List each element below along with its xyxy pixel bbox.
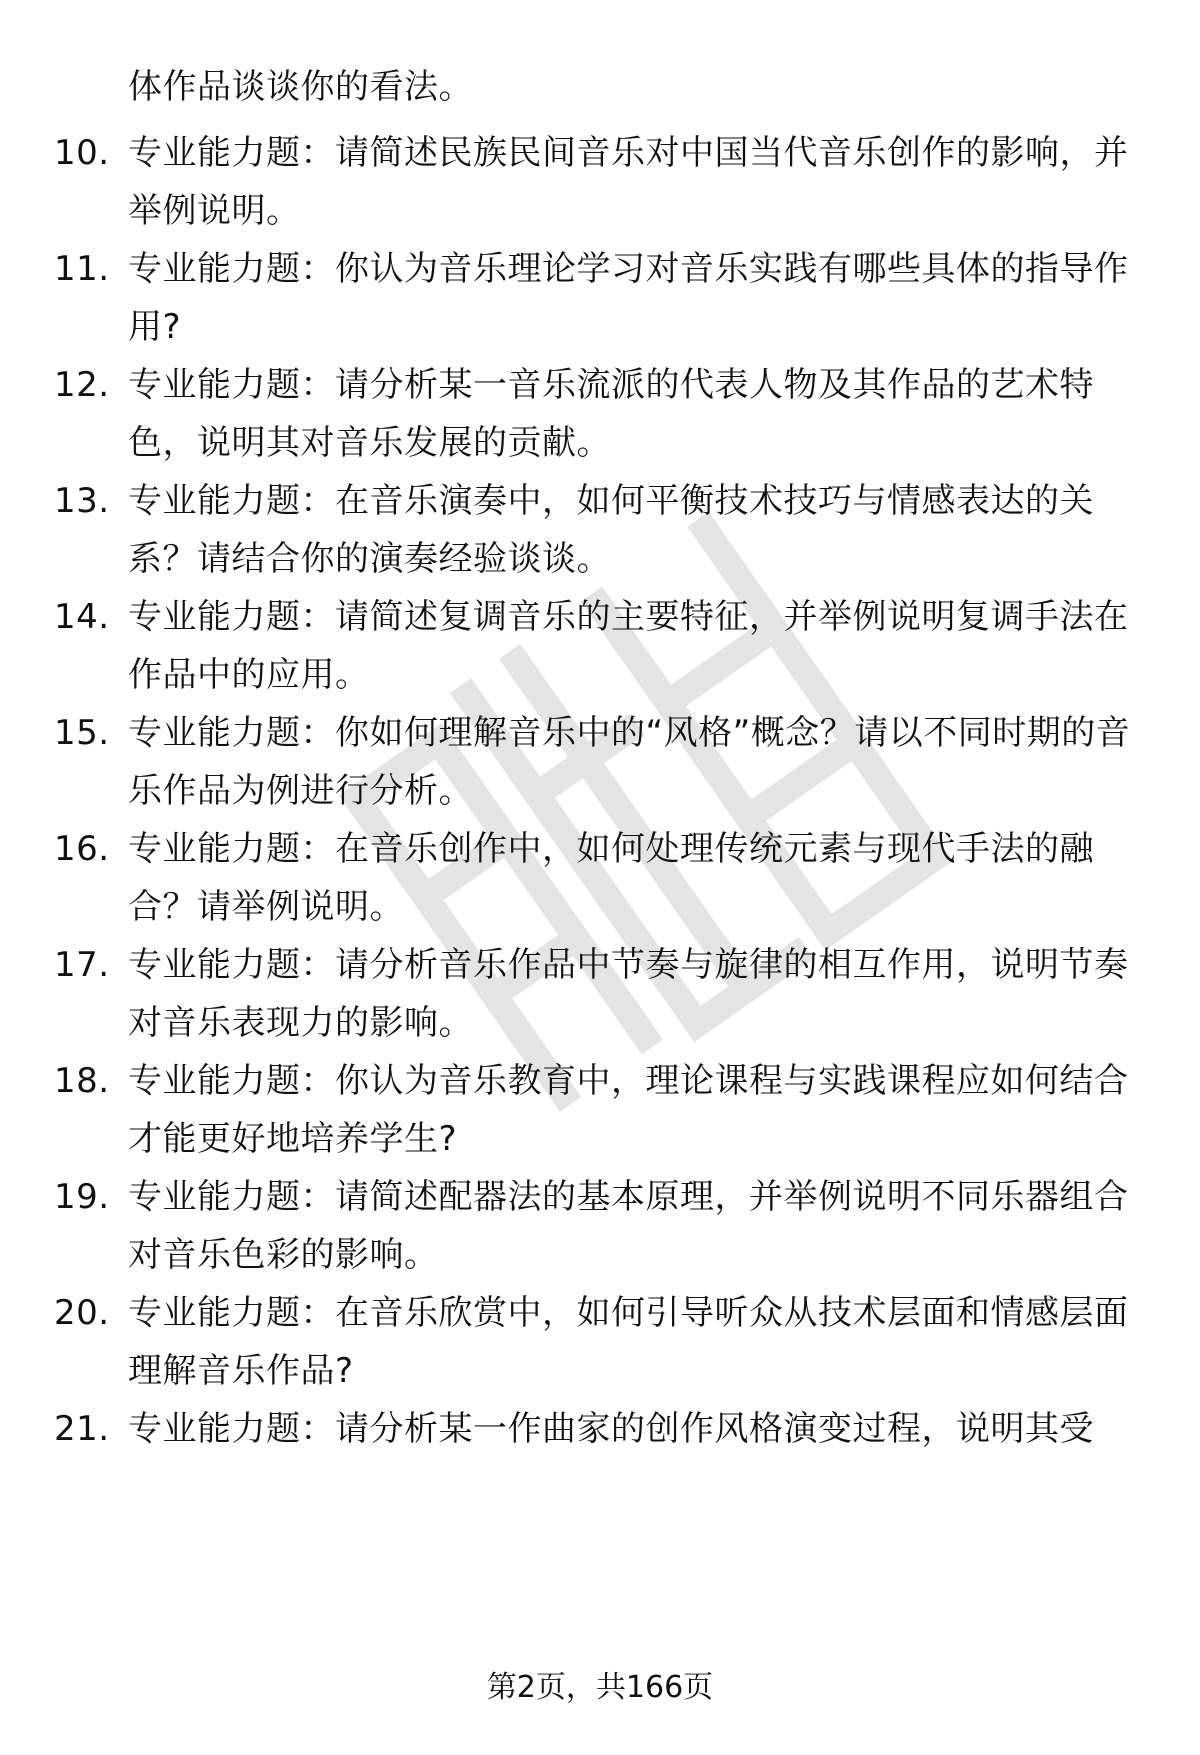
list-item [0,936,1200,1052]
page-footer: 第2页，共166页 [486,1670,714,1705]
list-item [0,1284,1200,1400]
item-text: 专业能力题：在音乐创作中，如何处理传统元素与现代手法的融合？请举例说明。 [128,829,1094,927]
item-number: 20. [54,1293,110,1333]
item-number: 11. [54,249,110,289]
item-number: 16. [54,829,110,869]
item-text: 专业能力题：在音乐欣赏中，如何引导听众从技术层面和情感层面理解音乐作品? [128,1293,1129,1391]
item-text: 专业能力题：请分析某一作曲家的创作风格演变过程，说明其受 [128,1409,1094,1449]
list-item [0,356,1200,472]
item-number: 10. [54,133,110,173]
item-number: 18. [54,1061,110,1101]
item-number: 13. [54,481,110,521]
item-text: 专业能力题：你认为音乐理论学习对音乐实践有哪些具体的指导作用? [128,249,1129,347]
item-text: 专业能力题：请简述复调音乐的主要特征，并举例说明复调手法在作品中的应用。 [128,597,1129,695]
item-number: 17. [54,945,110,985]
item-text: 专业能力题：你认为音乐教育中，理论课程与实践课程应如何结合才能更好地培养学生? [128,1061,1129,1159]
item-text: 专业能力题：请简述配器法的基本原理，并举例说明不同乐器组合对音乐色彩的影响。 [128,1177,1129,1275]
list-item [0,240,1200,356]
list-item [0,124,1200,240]
item-number: 21. [54,1409,110,1449]
list-item [0,1400,1200,1460]
list-item [0,704,1200,820]
continuation-text: 体作品谈谈你的看法。 [128,67,473,107]
item-text: 专业能力题：在音乐演奏中，如何平衡技术技巧与情感表达的关系？请结合你的演奏经验谈谈。 [128,481,1094,579]
item-number: 12. [54,365,110,405]
item-number: 19. [54,1177,110,1217]
item-text: 专业能力题：请简述民族民间音乐对中国当代音乐创作的影响，并举例说明。 [128,133,1129,231]
item-number: 15. [54,713,110,753]
item-text: 专业能力题：请分析音乐作品中节奏与旋律的相互作用，说明节奏对音乐表现力的影响。 [128,945,1129,1043]
item-number: 14. [54,597,110,637]
list-item [0,820,1200,936]
list-item [0,588,1200,704]
item-text: 专业能力题：你如何理解音乐中的“风格”概念？请以不同时期的音乐作品为例进行分析。 [128,713,1131,811]
list-item [0,1052,1200,1168]
list-item [0,1168,1200,1284]
list-item [0,472,1200,588]
item-text: 专业能力题：请分析某一音乐流派的代表人物及其作品的艺术特色，说明其对音乐发展的贡献。 [128,365,1094,463]
